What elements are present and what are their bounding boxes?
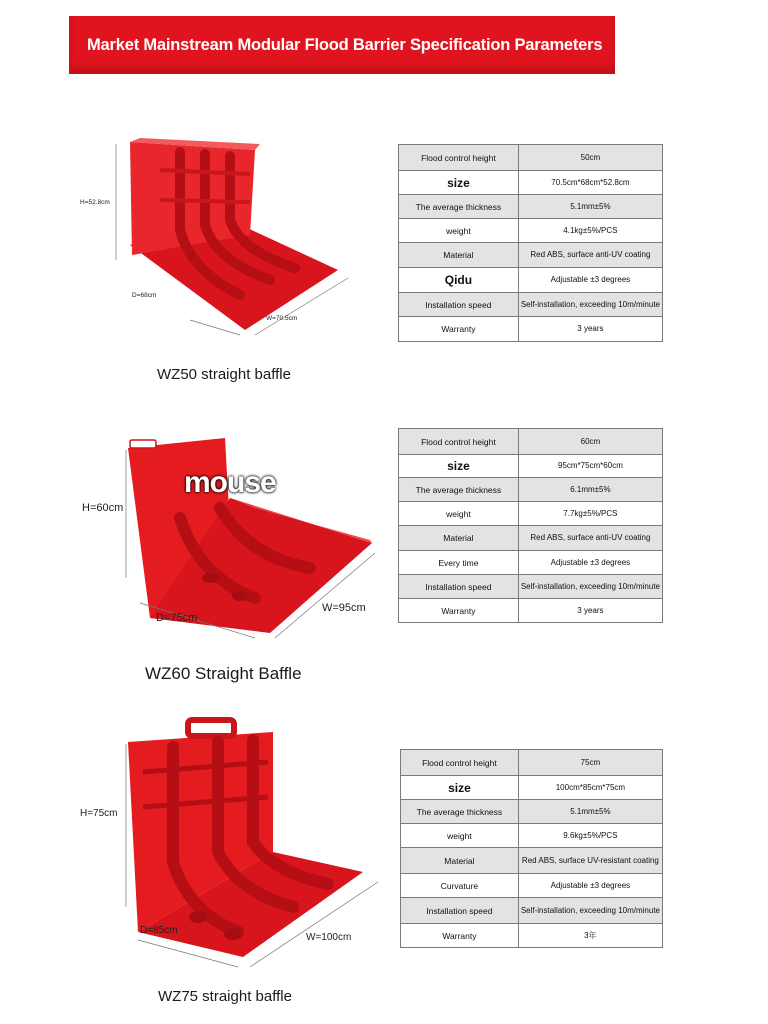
- spec-key: Material: [401, 848, 519, 874]
- spec-row: [399, 478, 663, 502]
- spec-value: 9.6kg±5%/PCS: [518, 824, 662, 848]
- spec-value: Self-installation, exceeding 10m/minute: [518, 293, 662, 317]
- spec-row: [401, 750, 663, 776]
- spec-value: 7.7kg±5%/PCS: [518, 502, 662, 526]
- dim-depth: D=68cm: [132, 292, 157, 299]
- spec-value: 3 years: [518, 317, 662, 342]
- spec-key: Flood control height: [399, 429, 519, 455]
- spec-key: weight: [401, 824, 519, 848]
- spec-key: Curvature: [401, 874, 519, 898]
- spec-key: Installation speed: [399, 575, 519, 599]
- title-banner: [69, 16, 615, 74]
- spec-value: 3年: [518, 924, 662, 948]
- overlay-label: mouse: [184, 466, 276, 499]
- spec-value: 3 years: [518, 599, 662, 623]
- spec-row: [399, 195, 663, 219]
- product-caption-wz60: WZ60 Straight Baffle: [145, 664, 302, 683]
- spec-key: Qidu: [399, 268, 519, 293]
- spec-row: [399, 455, 663, 478]
- spec-value: Adjustable ±3 degrees: [518, 268, 662, 293]
- dim-width: W=100cm: [306, 932, 352, 943]
- spec-value: Adjustable ±3 degrees: [518, 551, 662, 575]
- spec-row: [399, 551, 663, 575]
- spec-key: weight: [399, 502, 519, 526]
- spec-row: [401, 848, 663, 874]
- spec-row: [399, 219, 663, 243]
- spec-value: Red ABS, surface UV-resistant coating: [518, 848, 662, 874]
- spec-row: [399, 599, 663, 623]
- spec-row: [399, 243, 663, 268]
- wz60-barrier-illustration: [80, 428, 380, 648]
- spec-row: [399, 171, 663, 195]
- spec-key: Installation speed: [399, 293, 519, 317]
- spec-key: Flood control height: [401, 750, 519, 776]
- spec-row: [401, 874, 663, 898]
- spec-value: Adjustable ±3 degrees: [518, 874, 662, 898]
- spec-table-wz75: [400, 749, 663, 948]
- spec-row: [399, 145, 663, 171]
- spec-table-wz60: [398, 428, 663, 623]
- spec-row: [401, 824, 663, 848]
- spec-row: [401, 776, 663, 800]
- spec-value: 5.1mm±5%: [518, 195, 662, 219]
- spec-row: [399, 429, 663, 455]
- spec-key: Material: [399, 243, 519, 268]
- spec-key: size: [401, 776, 519, 800]
- spec-value: 75cm: [518, 750, 662, 776]
- page-title: Market Mainstream Modular Flood Barrier Specification Parameters: [87, 36, 603, 54]
- spec-key: size: [399, 171, 519, 195]
- spec-value: 60cm: [518, 429, 662, 455]
- spec-key: Warranty: [399, 599, 519, 623]
- spec-value: 70.5cm*68cm*52.8cm: [518, 171, 662, 195]
- spec-value: 5.1mm±5%: [518, 800, 662, 824]
- spec-row: [401, 924, 663, 948]
- dim-depth: D=75cm: [156, 612, 198, 624]
- spec-value: 6.1mm±5%: [518, 478, 662, 502]
- spec-table-wz50: [398, 144, 663, 342]
- spec-row: [399, 317, 663, 342]
- spec-key: The average thickness: [401, 800, 519, 824]
- spec-key: The average thickness: [399, 478, 519, 502]
- dim-height: H=52.8cm: [80, 199, 110, 206]
- product-caption-wz50: WZ50 straight baffle: [157, 366, 291, 383]
- wz50-barrier-illustration: [80, 130, 360, 340]
- spec-key: Warranty: [399, 317, 519, 342]
- spec-key: weight: [399, 219, 519, 243]
- spec-value: Red ABS, surface anti-UV coating: [518, 526, 662, 551]
- dim-width: W=70.5cm: [266, 315, 298, 322]
- spec-key: Warranty: [401, 924, 519, 948]
- spec-value: Self-installation, exceeding 10m/minute: [518, 898, 662, 924]
- spec-key: The average thickness: [399, 195, 519, 219]
- spec-row: [399, 293, 663, 317]
- dim-width: W=95cm: [322, 602, 366, 614]
- spec-row: [399, 268, 663, 293]
- spec-key: Flood control height: [399, 145, 519, 171]
- dim-height: H=75cm: [80, 808, 118, 819]
- dim-depth: D=85cm: [140, 925, 178, 936]
- spec-value: 50cm: [518, 145, 662, 171]
- spec-row: [401, 898, 663, 924]
- spec-row: [399, 575, 663, 599]
- spec-key: size: [399, 455, 519, 478]
- dim-height: H=60cm: [82, 502, 124, 514]
- spec-row: [401, 800, 663, 824]
- spec-value: 4.1kg±5%/PCS: [518, 219, 662, 243]
- product-caption-wz75: WZ75 straight baffle: [158, 988, 292, 1005]
- spec-value: Red ABS, surface anti-UV coating: [518, 243, 662, 268]
- spec-row: [399, 526, 663, 551]
- spec-value: Self-installation, exceeding 10m/minute: [518, 575, 662, 599]
- spec-value: 100cm*85cm*75cm: [518, 776, 662, 800]
- wz75-barrier-illustration: [78, 712, 388, 974]
- spec-key: Material: [399, 526, 519, 551]
- spec-key: Every time: [399, 551, 519, 575]
- spec-key: Installation speed: [401, 898, 519, 924]
- spec-row: [399, 502, 663, 526]
- spec-value: 95cm*75cm*60cm: [518, 455, 662, 478]
